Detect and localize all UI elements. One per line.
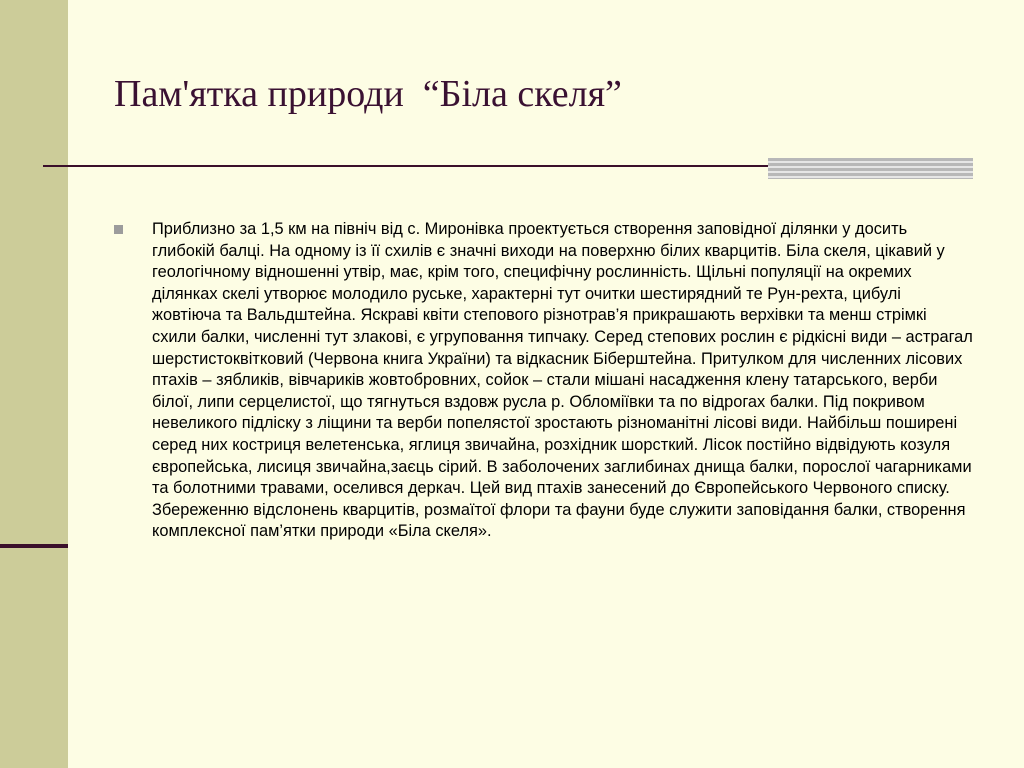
square-bullet-icon — [114, 225, 123, 234]
left-decorative-band — [0, 0, 68, 768]
title-underline — [43, 165, 813, 167]
decorative-gray-bar — [768, 158, 973, 179]
body-paragraph: Приблизно за 1,5 км на північ від с. Миронівка проектується створення заповідної ділянки у досить глибокій балці. На одному із її схилів є значні виходи на поверхню білих кварцитів. Біла скеля, цікавий у геологічному відношенні утвір, має, крім того, специфічну рослинність. Щільні популяції на окремих ділянках скелі утворює молодило руське, характерні тут очитки шестирядний те Рун-рехта, цибулі жовтіюча та Вальдштейна. Яскраві квіти степового різнотрав’я прикрашають верхівки та менш стрімкі схили балки, численні тут злакові, є угруповання типчаку. Серед степових рослин є рідкісні види – астрагал шерстистоквітковий (Червона книга України) та відкасник Біберштейна. Притулком для численних лісових птахів – зябликів, вівчариків жовтобровних, сойок – стали мішані насадження клену татарського, верби білої, липи серцелистої, що тягнуться вздовж русла р. Обломіївки та по відрогах балки. Під покривом невеликого підліску з ліщини та верби попелястої зростають різноманітні лісові види. Найбільш поширені серед них костриця велетенська, яглиця звичайна, розхідник шорсткий. Лісок постійно відвідують козуля європейська, лисиця звичайна,заєць сірий. В заболочених заглибинах днища балки, порослої чагарниками та болотними травами, оселився деркач. Цей вид птахів занесений до Європейського Червоного списку. Збереженню відслонень кварцитів, розмаїтої флори та фауни буде служити заповідання балки, створення комплексної пам’ятки природи «Біла скеля». — [152, 220, 973, 541]
left-accent-line — [0, 544, 68, 548]
slide-title: Пам'ятка природи “Біла скеля” — [114, 73, 622, 115]
